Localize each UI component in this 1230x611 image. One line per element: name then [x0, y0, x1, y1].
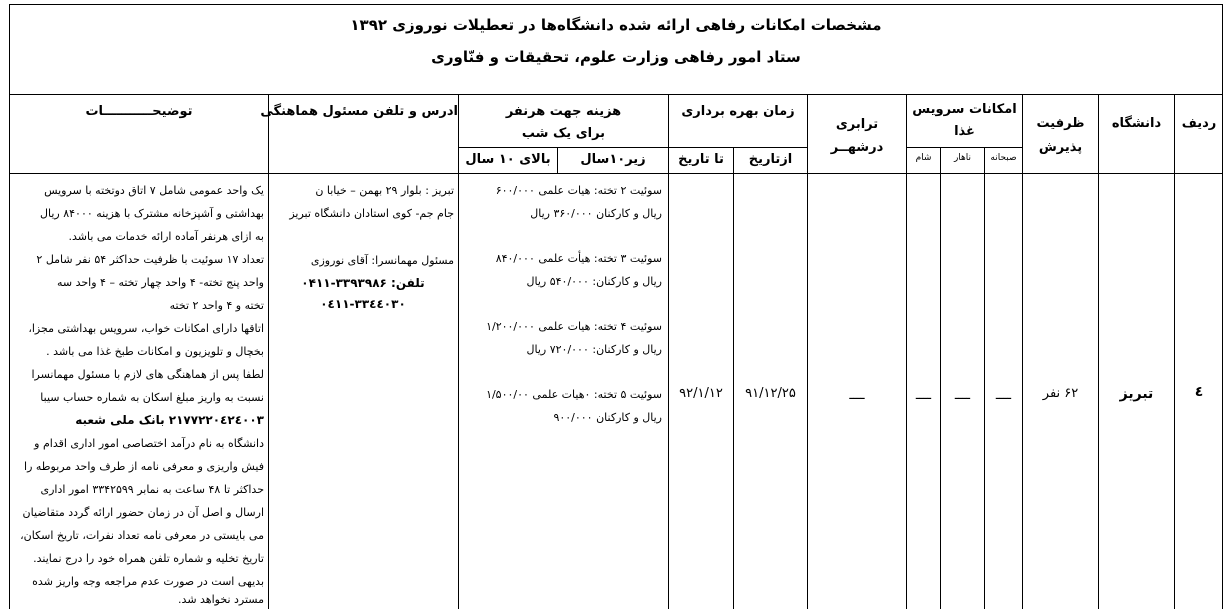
- description-line: بهداشتی و آشپزخانه مشترک با هزینه ۸۴۰۰۰ ریال: [40, 207, 264, 220]
- to-date-value: ۹۲/۱/۱۲: [679, 386, 723, 401]
- column-divider: [268, 95, 269, 609]
- header-breakfast: صبحانه: [990, 153, 1017, 163]
- column-divider: [940, 147, 941, 609]
- phone-number: ۰٤۱۱-۳۳٤٤۰۳۰: [320, 297, 406, 311]
- description-line: فیش واریزی و معرفی نامه از طرف واحد مربوطه را: [24, 460, 264, 473]
- description-line: تعداد ۱۷ سوئیت با ظرفیت حداکثر ۵۴ نفر شامل ۲: [36, 253, 264, 266]
- dinner-value: ــــ: [915, 388, 932, 403]
- column-divider: [1098, 95, 1099, 609]
- description-line: نسبت به واریز مبلغ اسکان به شماره حساب سیبا: [40, 391, 264, 404]
- description-line: بدیهی است در صورت عدم مراجعه وجه واریز شده: [32, 575, 264, 588]
- cost-line: سوئیت ۲ تخته: هیات علمی ۶۰۰/۰۰۰: [495, 184, 662, 197]
- cost-line: ریال و کارکنان ۹۰۰/۰۰۰: [553, 411, 662, 424]
- transport-value: ــــ: [849, 388, 865, 403]
- description-line: دانشگاه به نام درآمد اختصاصی امور اداری اقدام و: [34, 437, 264, 450]
- lunch-value: ــــ: [954, 388, 971, 403]
- column-divider: [1022, 95, 1023, 609]
- header-to-date: تا تاریخ: [678, 152, 724, 167]
- description-line: به ازای هرنفر آماده ارائه خدمات می باشد.: [68, 230, 264, 243]
- column-divider: [1174, 95, 1175, 609]
- guesthouse-manager: مسئول مهمانسرا: آقای نوروزی: [310, 254, 454, 267]
- cost-line: ریال و کارکنان: ۵۴۰/۰۰۰ ریال: [526, 275, 662, 288]
- description-line: تاریخ تخلیه و شماره تلفن همراه خود را درج نمایند.: [33, 552, 264, 565]
- header-food-service: امکانات سرویس: [912, 102, 1017, 117]
- header-transport: درشهــر: [830, 140, 884, 155]
- header-address-phone: ادرس و تلفن مسئول هماهنگی: [260, 104, 458, 119]
- description-line: حداکثر تا ۴۸ ساعت به نمابر ۳۳۴۲۵۹۹ امور اداری: [40, 483, 264, 496]
- header-capacity: پذیرش: [1038, 140, 1083, 155]
- column-divider: [807, 95, 808, 609]
- column-divider: [458, 95, 459, 609]
- breakfast-value: ــــ: [995, 388, 1012, 403]
- address-line: جام جم- کوی استادان دانشگاه تبریز: [289, 207, 454, 220]
- description-line: لطفا پس از هماهنگی های لازم با مسئول مهمانسرا: [31, 368, 264, 381]
- university-name: تبریز: [1119, 386, 1154, 402]
- header-food-service: غذا: [954, 124, 975, 139]
- cost-line: سوئیت ۵ تخته: ۰هیات علمی ۱/۵۰۰/۰۰: [486, 388, 662, 401]
- cost-line: ریال و کارکنان: ۷۲۰/۰۰۰ ریال: [526, 343, 662, 356]
- description-line: بخچال و تلویزیون و امکانات طبخ غذا می باشد .: [46, 345, 264, 358]
- description-line: می بایستی در معرفی نامه تعداد نفرات، تاریخ اسکان،: [20, 529, 264, 542]
- header-description: توضیحـــــــــــات: [85, 104, 193, 119]
- subheader-line-service: [906, 147, 1022, 148]
- description-line: واحد پنج تخته- ۴ واحد چهار تخته – ۴ واحد سه: [56, 276, 264, 289]
- document-title: مشخصات امکانات رفاهی ارائه شده دانشگاه‌ها در تعطیلات نوروزی ۱۳۹۲: [350, 16, 882, 34]
- header-dinner: شام: [915, 153, 932, 163]
- column-divider: [733, 147, 734, 609]
- cost-line: سوئیت ۳ تخته: هیأت علمی ۸۴۰/۰۰۰: [495, 252, 662, 265]
- column-divider: [906, 95, 907, 609]
- from-date-value: ۹۱/۱۲/۲۵: [745, 386, 796, 401]
- header-capacity: ظرفیت: [1036, 116, 1085, 131]
- phone-number: تلفن: ۳۳۹۳۹۸۶-۰۴۱۱: [301, 276, 425, 290]
- header-usage-period: زمان بهره برداری: [681, 104, 795, 119]
- subheader-line-cost: [458, 147, 807, 148]
- header-row-number: ردیف: [1181, 116, 1217, 131]
- document-subtitle: ستاد امور رفاهی وزارت علوم، تحقیقات و فنّاوری: [431, 48, 801, 66]
- column-divider: [984, 147, 985, 609]
- description-line: تخته و ۴ واحد ۲ تخته: [169, 299, 264, 312]
- description-line: یک واحد عمومی شامل ۷ اتاق دوتخته با سرویس: [44, 184, 264, 197]
- header-university: دانشگاه: [1111, 116, 1162, 131]
- header-transport: ترابری: [835, 117, 879, 132]
- header-cost-per-person: هزینه جهت هرنفر: [505, 104, 622, 119]
- column-divider: [668, 95, 669, 609]
- row-number: ٤: [1194, 384, 1204, 400]
- header-bottom-line: [9, 173, 1223, 174]
- bank-account-line: ۲۱۷۷۲۲۰٤۲٤۰۰۳ بانک ملی شعبه: [75, 413, 264, 427]
- header-under-10: زیر۱۰سال: [580, 152, 646, 167]
- header-lunch: ناهار: [953, 153, 972, 163]
- description-line: اتاقها دارای امکانات خواب، سرویس بهداشتی مجزا،: [28, 322, 264, 335]
- title-box: [9, 4, 1223, 95]
- description-line: مسترد نخواهد شد.: [178, 593, 264, 606]
- header-over-10: بالای ۱۰ سال: [465, 152, 551, 167]
- cost-line: سوئیت ۴ تخته: هیات علمی ۱/۲۰۰/۰۰۰: [486, 320, 662, 333]
- address-line: تبریز : بلوار ۲۹ بهمن – خیابا ن: [315, 184, 454, 197]
- header-from-date: ازتاریخ: [748, 152, 793, 167]
- description-line: ارسال و اصل آن در زمان حضور ارائه گردد متقاضیان: [22, 506, 264, 519]
- header-cost-per-person: برای یک شب: [521, 126, 606, 141]
- capacity-value: ۶۲ نفر: [1042, 386, 1079, 401]
- cost-line: ریال و کارکنان ۳۶۰/۰۰۰ ریال: [530, 207, 662, 220]
